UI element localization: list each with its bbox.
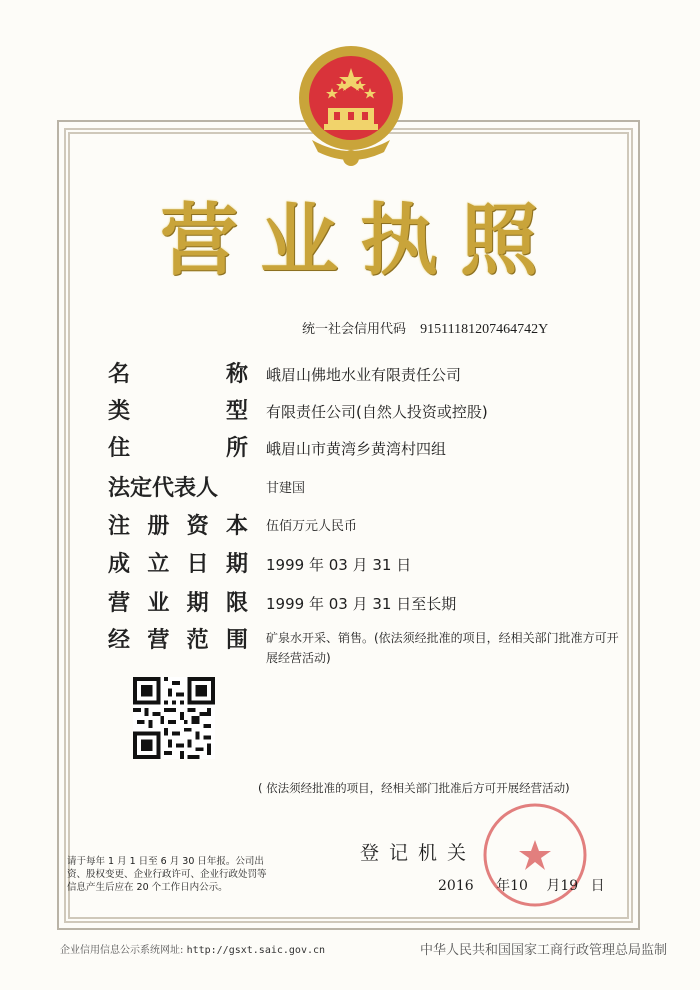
annual-report-note: 请于每年 1 月 1 日至 6 月 30 日年报。公司出资、股权变更、企业行政许可、企业行政处罚等信息产生后应在 20 个工作日内公示。 <box>67 856 267 893</box>
reg-month: 10 <box>510 878 528 894</box>
credit-code-label: 统一社会信用代码 <box>302 322 407 337</box>
approval-note: ( 依法须经批准的项目，经相关部门批准后方可开展经营活动) <box>258 781 570 795</box>
field-row-type <box>108 397 628 427</box>
footer-url-link[interactable]: http://gsxt.saic.gov.cn <box>186 945 326 956</box>
field-row-legal-rep <box>108 474 628 504</box>
registration-authority-label: 登记机关 <box>360 842 477 864</box>
field-value-name: 峨眉山佛地水业有限责任公司 <box>266 366 462 384</box>
field-value-term: 1999 年 03 月 31 日至长期 <box>266 595 457 613</box>
field-value-address: 峨眉山市黄湾乡黄湾村四组 <box>266 440 447 458</box>
reg-month-unit: 月 <box>546 878 561 894</box>
reg-year: 2016 <box>438 878 474 894</box>
field-value-established: 1999 年 03 月 31 日 <box>266 556 412 574</box>
field-label-name: 名 称 <box>108 362 248 387</box>
field-label-scope: 经 营 范 围 <box>108 628 248 653</box>
footer-right: 中华人民共和国国家工商行政管理总局监制 <box>420 943 668 958</box>
field-value-legal-rep: 甘建国 <box>266 481 306 496</box>
field-value-capital: 伍佰万元人民币 <box>266 519 358 534</box>
field-label-type: 类 型 <box>108 399 248 424</box>
field-value-scope: 矿泉水开采、销售。(依法须经批准的项目，经相关部门批准方可开展经营活动) <box>266 631 619 665</box>
footer-left-label: 企业信用信息公示系统网址: <box>60 945 184 956</box>
field-label-legal-rep: 法定代表人 <box>108 476 219 501</box>
reg-day-unit: 日 <box>590 878 605 894</box>
reg-day: 19 <box>560 878 579 894</box>
field-row-term <box>108 589 628 619</box>
field-row-address <box>108 434 628 464</box>
field-label-term: 营 业 期 限 <box>108 591 248 616</box>
field-value-type: 有限责任公司(自然人投资或控股) <box>266 403 488 421</box>
field-label-established: 成 立 日 期 <box>108 552 248 577</box>
field-row-established <box>108 550 628 580</box>
registration-date <box>438 875 605 895</box>
qr-code-icon[interactable] <box>133 677 215 759</box>
field-label-capital: 注 册 资 本 <box>108 514 248 539</box>
national-emblem-icon <box>292 40 410 175</box>
page-title: 营业执照 <box>160 195 561 286</box>
field-row-name <box>108 360 628 390</box>
field-label-address: 住 所 <box>108 436 248 461</box>
footer-left <box>60 941 325 956</box>
credit-code-value: 91511181207464742Y <box>420 322 549 337</box>
field-row-capital <box>108 512 628 542</box>
reg-year-unit: 年 <box>496 878 511 894</box>
credit-code-line <box>302 318 548 338</box>
